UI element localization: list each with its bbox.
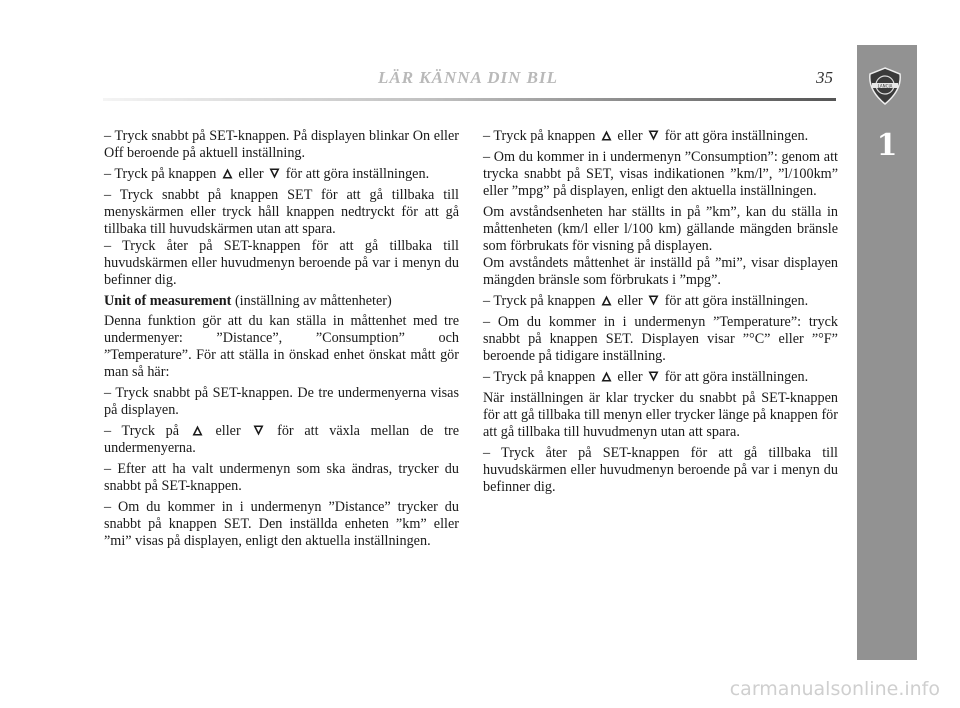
paragraph: Denna funktion gör att du kan ställa in måttenhet med tre undermenyer: ”Distance”, ”Consumption” och ”Temperature”. För att ställa in önskad enhet önskat mått gör man så här:	[104, 313, 459, 380]
paragraph: – Tryck snabbt på SET-knappen. De tre undermenyerna visas på displayen.	[104, 385, 459, 418]
triangle-down-icon	[253, 425, 264, 436]
paragraph: – Tryck på knappen eller för att göra inställningen.	[483, 293, 809, 309]
paragraph: – Tryck på eller för att växla mellan de tre undermenyerna.	[104, 423, 460, 456]
lancia-logo-icon	[865, 66, 905, 106]
triangle-up-icon	[601, 371, 612, 382]
watermark: carmanualsonline.info	[729, 678, 940, 700]
page-number: 35	[816, 68, 833, 87]
svg-text:LANCIA: LANCIA	[877, 83, 893, 89]
paragraph: – Efter att ha valt undermenyn som ska ändras, trycker du snabbt på SET-knappen.	[104, 461, 459, 494]
triangle-up-icon	[601, 130, 612, 141]
triangle-up-icon	[601, 295, 612, 306]
right-column	[483, 128, 838, 500]
paragraph: När inställningen är klar trycker du snabbt på SET-knappen för att gå tillbaka till menyn eller trycker länge på knappen för att gå tillbaka till huvudmenyn utan att spara.	[483, 390, 838, 440]
paragraph: – Om du kommer in i undermenyn ”Temperature”: tryck snabbt på knappen SET. Displayen visar ”°C” eller ”°F” beroende på tidigare inställning.	[483, 314, 838, 364]
paragraph: Om avståndsenheten har ställts in på ”km”, kan du ställa in måttenheten (km/l eller l/100 km) gällande mängden bränsle som förbrukats för visning på displayen.	[483, 204, 838, 254]
paragraph: – Tryck på knappen eller för att göra inställningen.	[483, 369, 809, 385]
paragraph: – Om du kommer in i undermenyn ”Distance” trycker du snabbt på knappen SET. Den inställda enheten ”km” eller ”mi” visas på displayen, enligt den aktuella inställningen.	[104, 499, 459, 549]
header-divider	[103, 98, 836, 101]
paragraph: – Tryck på knappen eller för att göra inställningen.	[104, 166, 430, 182]
page-header-title: LÄR KÄNNA DIN BIL	[378, 68, 558, 87]
paragraph: – Om du kommer in i undermenyn ”Consumption”: genom att trycka snabbt på SET, visas indikationen ”km/l”, ”l/100km” eller ”mpg” på displayen, enligt den aktuella inställningen.	[483, 149, 838, 199]
triangle-down-icon	[648, 295, 659, 306]
chapter-number: 1	[876, 128, 898, 163]
triangle-up-icon	[192, 425, 203, 436]
left-column	[104, 128, 459, 554]
triangle-down-icon	[648, 130, 659, 141]
paragraph: – Tryck snabbt på SET-knappen. På displayen blinkar On eller Off beroende på aktuell inställning.	[104, 128, 459, 161]
paragraph: – Tryck åter på SET-knappen för att gå tillbaka till huvudskärmen eller huvudmenyn beroende på var i menyn du befinner dig.	[483, 445, 838, 495]
paragraph: – Tryck snabbt på knappen SET för att gå tillbaka till menyskärmen eller tryck håll knappen nedtryckt för att gå tillbaka till huvudskärmen utan att spara.	[104, 187, 459, 237]
triangle-up-icon	[222, 168, 233, 179]
paragraph: Om avståndets måttenhet är inställd på ”mi”, visar displayen mängden bränsle som förbrukats i ”mpg”.	[483, 255, 838, 288]
triangle-down-icon	[648, 371, 659, 382]
paragraph: – Tryck åter på SET-knappen för att gå tillbaka till huvudskärmen eller huvudmenyn beroende på var i menyn du befinner dig.	[104, 238, 459, 288]
paragraph: – Tryck på knappen eller för att göra inställningen.	[483, 128, 809, 144]
section-heading: Unit of measurement (inställning av måttenheter)	[104, 293, 392, 309]
triangle-down-icon	[269, 168, 280, 179]
